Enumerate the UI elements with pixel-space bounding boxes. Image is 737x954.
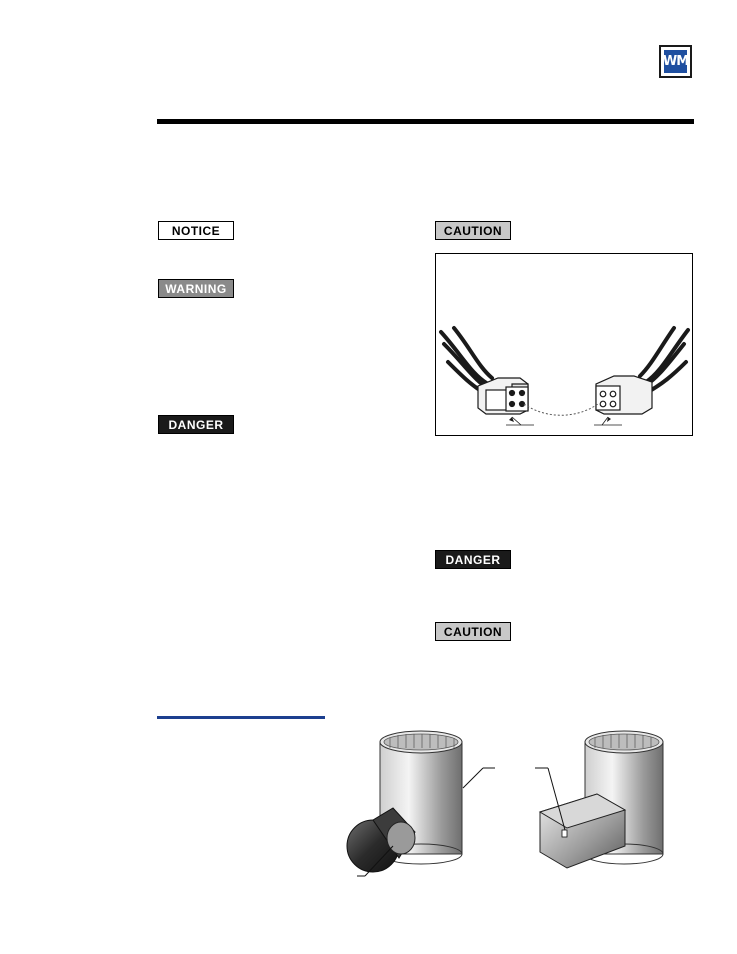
connector-figure <box>435 253 693 436</box>
logo-text: WM <box>664 50 687 73</box>
vent-damper-icon <box>335 728 675 888</box>
caution-badge-top: CAUTION <box>435 221 511 240</box>
header-rule <box>157 119 694 124</box>
notice-badge: NOTICE <box>158 221 234 240</box>
company-logo <box>659 45 692 78</box>
danger-badge-left: DANGER <box>158 415 234 434</box>
caution-badge-bottom: CAUTION <box>435 622 511 641</box>
danger-badge-right: DANGER <box>435 550 511 569</box>
dampers-figure <box>335 728 675 888</box>
wire-harness-connector-icon <box>436 254 692 435</box>
section-rule <box>157 716 325 719</box>
warning-badge: WARNING <box>158 279 234 298</box>
